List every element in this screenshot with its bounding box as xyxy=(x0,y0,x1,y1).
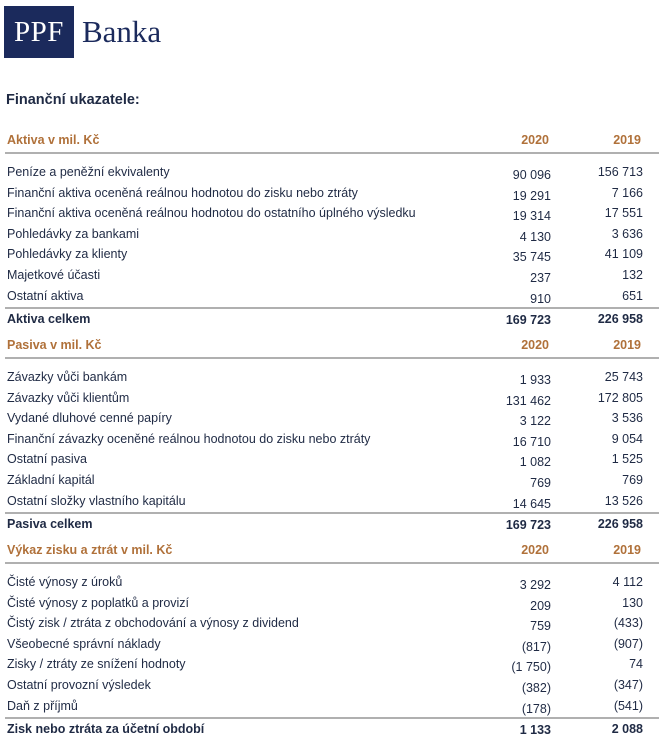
assets-header xyxy=(5,130,659,154)
row-label: Peníze a peněžní ekvivalenty xyxy=(7,165,170,179)
income-statement-header xyxy=(5,540,659,564)
row-label: Finanční aktiva oceněná reálnou hodnotou do zisku nebo ztráty xyxy=(7,185,358,200)
row-label: Čisté výnosy z poplatků a provizí xyxy=(7,595,190,610)
row-label: Základní kapitál xyxy=(7,472,95,487)
value-2020: 1 933 xyxy=(519,373,551,387)
value-2019: 130 xyxy=(622,595,643,610)
row-label: Vydané dluhové cenné papíry xyxy=(7,411,172,426)
row-label: Ostatní aktiva xyxy=(7,288,84,303)
row-label: Finanční aktiva oceněná reálnou hodnotou do ostatního úplného výsledku xyxy=(7,206,416,221)
table-row xyxy=(5,614,659,635)
value-2020: 1 082 xyxy=(519,455,551,470)
column-header-2020: 2020 xyxy=(521,543,549,557)
value-2020: 237 xyxy=(530,270,551,285)
value-2019: 4 112 xyxy=(612,575,643,589)
total-2020: 1 133 xyxy=(519,723,551,738)
row-label: Finanční závazky oceněné reálnou hodnotou do zisku nebo ztráty xyxy=(7,431,371,446)
ppf-banka-logo xyxy=(4,6,161,58)
total-label: Pasiva celkem xyxy=(7,517,93,532)
table-row xyxy=(5,389,659,410)
value-2019: 1 525 xyxy=(611,452,643,467)
table-row xyxy=(5,225,659,246)
value-2019: 769 xyxy=(622,472,643,487)
row-label: Ostatní složky vlastního kapitálu xyxy=(7,493,186,508)
table-row xyxy=(5,430,659,451)
row-label: Závazky vůči bankám xyxy=(7,370,128,384)
value-2020: (382) xyxy=(521,680,551,695)
total-2019: 226 958 xyxy=(597,517,643,532)
value-2019: 41 109 xyxy=(604,247,643,262)
assets-total-row xyxy=(5,307,659,329)
assets-table xyxy=(5,130,659,329)
row-label: Majetkové účasti xyxy=(7,267,101,282)
value-2019: 74 xyxy=(629,657,643,672)
row-label: Pohledávky za klienty xyxy=(7,247,128,262)
value-2020: 4 130 xyxy=(519,229,551,244)
row-label: Závazky vůči klientům xyxy=(7,390,130,405)
value-2020: 90 096 xyxy=(512,168,551,182)
value-2020: 3 292 xyxy=(519,578,551,592)
total-label: Aktiva celkem xyxy=(7,312,91,327)
table-row xyxy=(5,409,659,430)
logo-mark: PPF xyxy=(4,6,74,58)
value-2019: 9 054 xyxy=(611,431,643,446)
value-2019: 7 166 xyxy=(611,185,643,200)
logo-word: Banka xyxy=(82,14,162,49)
column-header-2020: 2020 xyxy=(521,338,549,352)
income-statement-table xyxy=(5,540,659,739)
value-2019: (541) xyxy=(613,698,643,713)
value-2019: 156 713 xyxy=(597,165,643,179)
value-2020: 131 462 xyxy=(505,393,551,408)
table-row xyxy=(5,573,659,594)
row-label: Pohledávky za bankami xyxy=(7,226,140,241)
value-2019: 172 805 xyxy=(597,390,643,405)
value-2019: 132 xyxy=(622,267,643,282)
section-header-label: Pasiva v mil. Kč xyxy=(7,338,102,352)
table-row xyxy=(5,287,659,308)
total-2019: 2 088 xyxy=(611,722,643,737)
section-header-label: Aktiva v mil. Kč xyxy=(7,133,100,147)
table-row xyxy=(5,450,659,471)
liabilities-total-row xyxy=(5,512,659,534)
value-2020: 769 xyxy=(530,475,551,490)
table-row xyxy=(5,492,659,513)
value-2020: (817) xyxy=(521,639,551,654)
value-2020: 910 xyxy=(530,291,551,306)
value-2020: 16 710 xyxy=(512,434,551,449)
value-2019: (347) xyxy=(613,677,643,692)
value-2019: 3 536 xyxy=(611,411,643,426)
table-row xyxy=(5,471,659,492)
value-2019: 25 743 xyxy=(604,370,643,384)
section-header-label: Výkaz zisku a ztrát v mil. Kč xyxy=(7,543,173,557)
value-2019: 17 551 xyxy=(604,206,643,221)
value-2020: 3 122 xyxy=(519,414,551,429)
table-row xyxy=(5,266,659,287)
table-row xyxy=(5,594,659,615)
row-label: Zisky / ztráty ze snížení hodnoty xyxy=(7,657,186,672)
value-2020: 209 xyxy=(530,598,551,613)
total-2019: 226 958 xyxy=(597,312,643,327)
value-2020: 19 314 xyxy=(512,209,551,224)
table-row xyxy=(5,635,659,656)
value-2019: (433) xyxy=(613,616,643,631)
table-row xyxy=(5,245,659,266)
value-2019: 651 xyxy=(622,288,643,303)
row-label: Ostatní provozní výsledek xyxy=(7,677,151,692)
row-label: Daň z příjmů xyxy=(7,698,78,713)
row-label: Čistý zisk / ztráta z obchodování a výnosy z dividend xyxy=(7,616,299,631)
total-2020: 169 723 xyxy=(505,313,551,328)
value-2020: 14 645 xyxy=(512,496,551,511)
total-label: Zisk nebo ztráta za účetní období xyxy=(7,722,205,737)
value-2019: 3 636 xyxy=(611,226,643,241)
table-row xyxy=(5,655,659,676)
column-header-2019: 2019 xyxy=(613,133,641,147)
liabilities-table xyxy=(5,335,659,534)
liabilities-header xyxy=(5,335,659,359)
value-2019: 13 526 xyxy=(604,493,643,508)
value-2020: (1 750) xyxy=(511,660,551,675)
row-label: Čisté výnosy z úroků xyxy=(7,575,123,589)
row-label: Ostatní pasiva xyxy=(7,452,87,467)
table-row xyxy=(5,697,659,718)
value-2020: 759 xyxy=(530,619,551,634)
table-row xyxy=(5,368,659,389)
column-header-2019: 2019 xyxy=(613,338,641,352)
table-row xyxy=(5,163,659,184)
column-header-2019: 2019 xyxy=(613,543,641,557)
table-row xyxy=(5,204,659,225)
row-label: Všeobecné správní náklady xyxy=(7,636,161,651)
value-2020: (178) xyxy=(521,701,551,716)
value-2020: 35 745 xyxy=(512,250,551,265)
value-2020: 19 291 xyxy=(512,188,551,203)
column-header-2020: 2020 xyxy=(521,133,549,147)
table-row xyxy=(5,676,659,697)
table-row xyxy=(5,184,659,205)
value-2019: (907) xyxy=(613,636,643,651)
page-title: Finanční ukazatele: xyxy=(6,92,140,108)
total-2020: 169 723 xyxy=(505,518,551,533)
profit-total-row xyxy=(5,717,659,739)
